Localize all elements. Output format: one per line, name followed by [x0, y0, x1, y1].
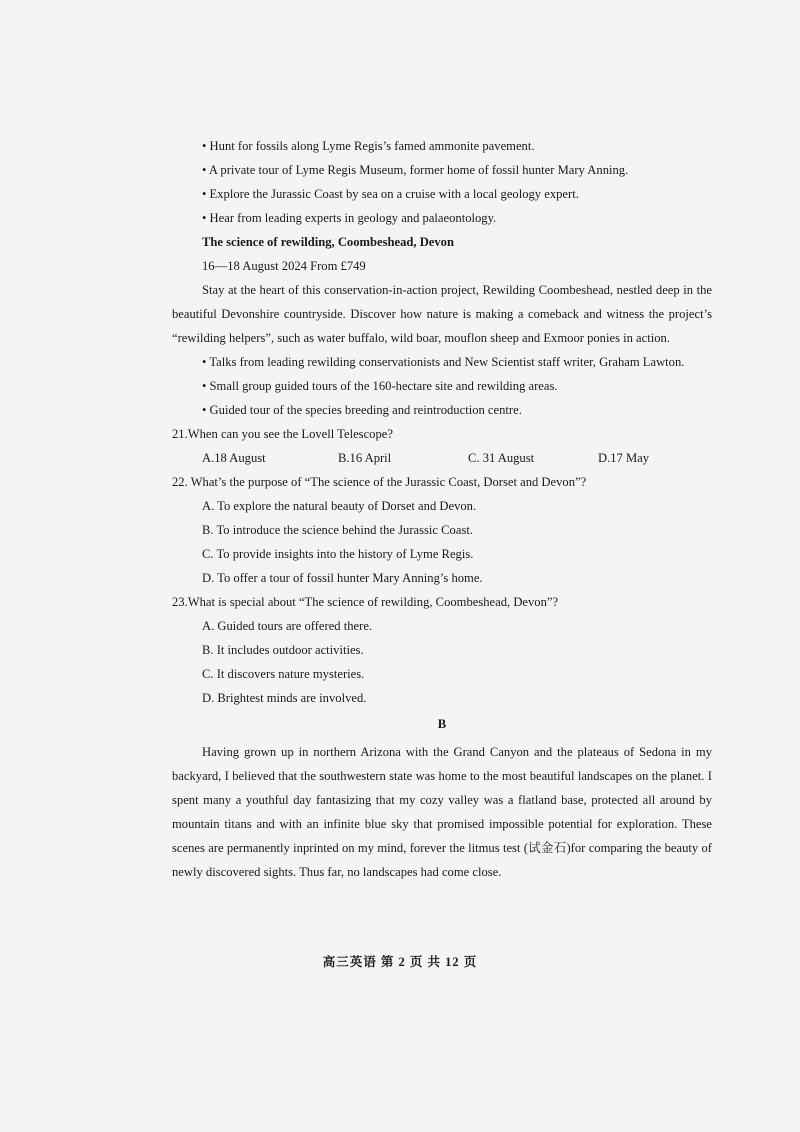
bullet-cruise: • Explore the Jurassic Coast by sea on a cruise with a local geology expert.: [202, 187, 579, 201]
event-title: The science of rewilding, Coombeshead, Devon: [202, 235, 454, 249]
page-footer: 高三英语 第 2 页 共 12 页: [322, 955, 478, 969]
question-23: 23.What is special about “The science of rewilding, Coombeshead, Devon”?: [172, 595, 559, 609]
event-dates-price: 16—18 August 2024 From £749: [202, 259, 366, 273]
q21-option-a: A.18 August: [202, 451, 266, 465]
q23-option-d: D. Brightest minds are involved.: [202, 691, 367, 705]
q21-option-d: D.17 May: [598, 451, 650, 465]
question-22: 22. What’s the purpose of “The science of the Jurassic Coast, Dorset and Devon”?: [172, 475, 587, 489]
q22-option-a: A. To explore the natural beauty of Dorset and Devon.: [202, 499, 477, 513]
q21-option-c: C. 31 August: [468, 451, 535, 465]
q22-option-b: B. To introduce the science behind the Jurassic Coast.: [202, 523, 473, 537]
q21-option-b: B.16 April: [338, 451, 392, 465]
event-description: Stay at the heart of this conservation-in-action project, Rewilding Coombeshead, nestled deep in the beautiful Devonshire countryside. Discover how nature is making a comeback and witness the project’s “rewilding helpers”, such as water buffalo, wild boar, mouflon sheep and Exmoor ponies in action.: [172, 283, 712, 345]
bullet-fossils: • Hunt for fossils along Lyme Regis’s famed ammonite pavement.: [202, 139, 535, 153]
event-bullet-breeding: • Guided tour of the species breeding and reintroduction centre.: [202, 403, 522, 417]
event-bullet-talks: • Talks from leading rewilding conservationists and New Scientist staff writer, Graham Lawton.: [202, 355, 685, 369]
q23-option-a: A. Guided tours are offered there.: [202, 619, 373, 633]
q23-option-b: B. It includes outdoor activities.: [202, 643, 364, 657]
section-b-paragraph: Having grown up in northern Arizona with the Grand Canyon and the plateaus of Sedona in my backyard, I believed that the southwestern state was home to the most beautiful landscapes on the planet. I spent many a youthful day fantasizing that my cozy valley was a flatland base, protected all around by mountain titans and with an infinite blue sky that promised impossible potential for exploration. These scenes are permanently inprinted on my mind, forever the litmus test (试金石)for comparing the beauty of newly discovered sights. Thus far, no landscapes had come close.: [172, 745, 712, 879]
question-21-options: [172, 446, 712, 470]
q22-option-d: D. To offer a tour of fossil hunter Mary Anning’s home.: [202, 571, 483, 585]
q23-option-c: C. It discovers nature mysteries.: [202, 667, 365, 681]
page-content: [172, 134, 712, 884]
bullet-museum-tour: • A private tour of Lyme Regis Museum, former home of fossil hunter Mary Anning.: [202, 163, 629, 177]
section-b-heading: B: [437, 717, 447, 731]
bullet-experts: • Hear from leading experts in geology and palaeontology.: [202, 211, 497, 225]
question-21: 21.When can you see the Lovell Telescope?: [172, 427, 393, 441]
event-bullet-tours: • Small group guided tours of the 160-hectare site and rewilding areas.: [202, 379, 558, 393]
q22-option-c: C. To provide insights into the history of Lyme Regis.: [202, 547, 474, 561]
